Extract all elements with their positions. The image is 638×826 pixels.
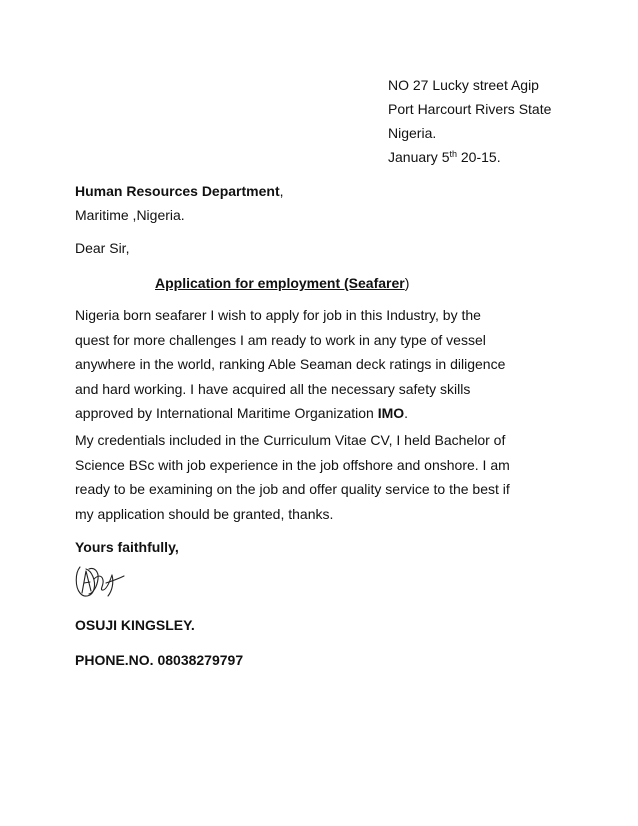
paragraph-line: and hard working. I have acquired all the necessary safety skills	[75, 380, 471, 397]
address-line-2: Port Harcourt Rivers State	[388, 101, 552, 117]
recipient-department: Human Resources Department	[75, 183, 280, 199]
body-paragraph-1	[75, 303, 575, 426]
recipient-department-punct: ,	[279, 183, 284, 199]
letter-date	[388, 145, 551, 169]
phone-number: PHONE.NO. 08038279797	[75, 652, 244, 668]
paragraph-line: my application should be granted, thanks.	[75, 505, 334, 522]
salutation: Dear Sir,	[75, 240, 130, 256]
address-line-1: NO 27 Lucky street Agip	[388, 77, 539, 93]
address-line-3: Nigeria.	[388, 125, 437, 141]
date-ordinal: th	[449, 149, 457, 159]
paragraph-line: Science BSc with job experience in the job offshore and onshore. I am	[75, 456, 510, 473]
paragraph-line: ready to be examining on the job and offer quality service to the best if	[75, 481, 510, 497]
date-suffix: 20-15.	[457, 149, 501, 165]
paragraph-line: Nigeria born seafarer I wish to apply for job in this Industry, by the	[75, 307, 481, 323]
paragraph-line: My credentials included in the Curriculum Vitae CV, I held Bachelor of	[75, 432, 506, 448]
sender-address	[388, 73, 551, 169]
paragraph-line: quest for more challenges I am ready to work in any type of vessel	[75, 331, 486, 348]
body-paragraph-2	[75, 428, 575, 526]
subject-close: )	[404, 275, 410, 291]
signature-image	[72, 563, 128, 601]
subject-line	[155, 271, 409, 295]
paragraph-line: anywhere in the world, ranking Able Seaman deck ratings in diligence	[75, 356, 506, 372]
recipient-block	[75, 179, 284, 227]
paragraph-last-prefix: approved by International Maritime Organization	[75, 405, 378, 421]
closing: Yours faithfully,	[75, 539, 179, 555]
paragraph-last-suffix: .	[404, 405, 409, 421]
imo-acronym: IMO	[377, 405, 405, 421]
subject-text: Application for employment (Seafarer	[155, 275, 405, 291]
date-prefix: January 5	[388, 149, 450, 165]
paragraph-line	[75, 401, 575, 426]
recipient-location: Maritime ,Nigeria.	[75, 207, 185, 223]
signer-name: OSUJI KINGSLEY.	[75, 617, 195, 633]
